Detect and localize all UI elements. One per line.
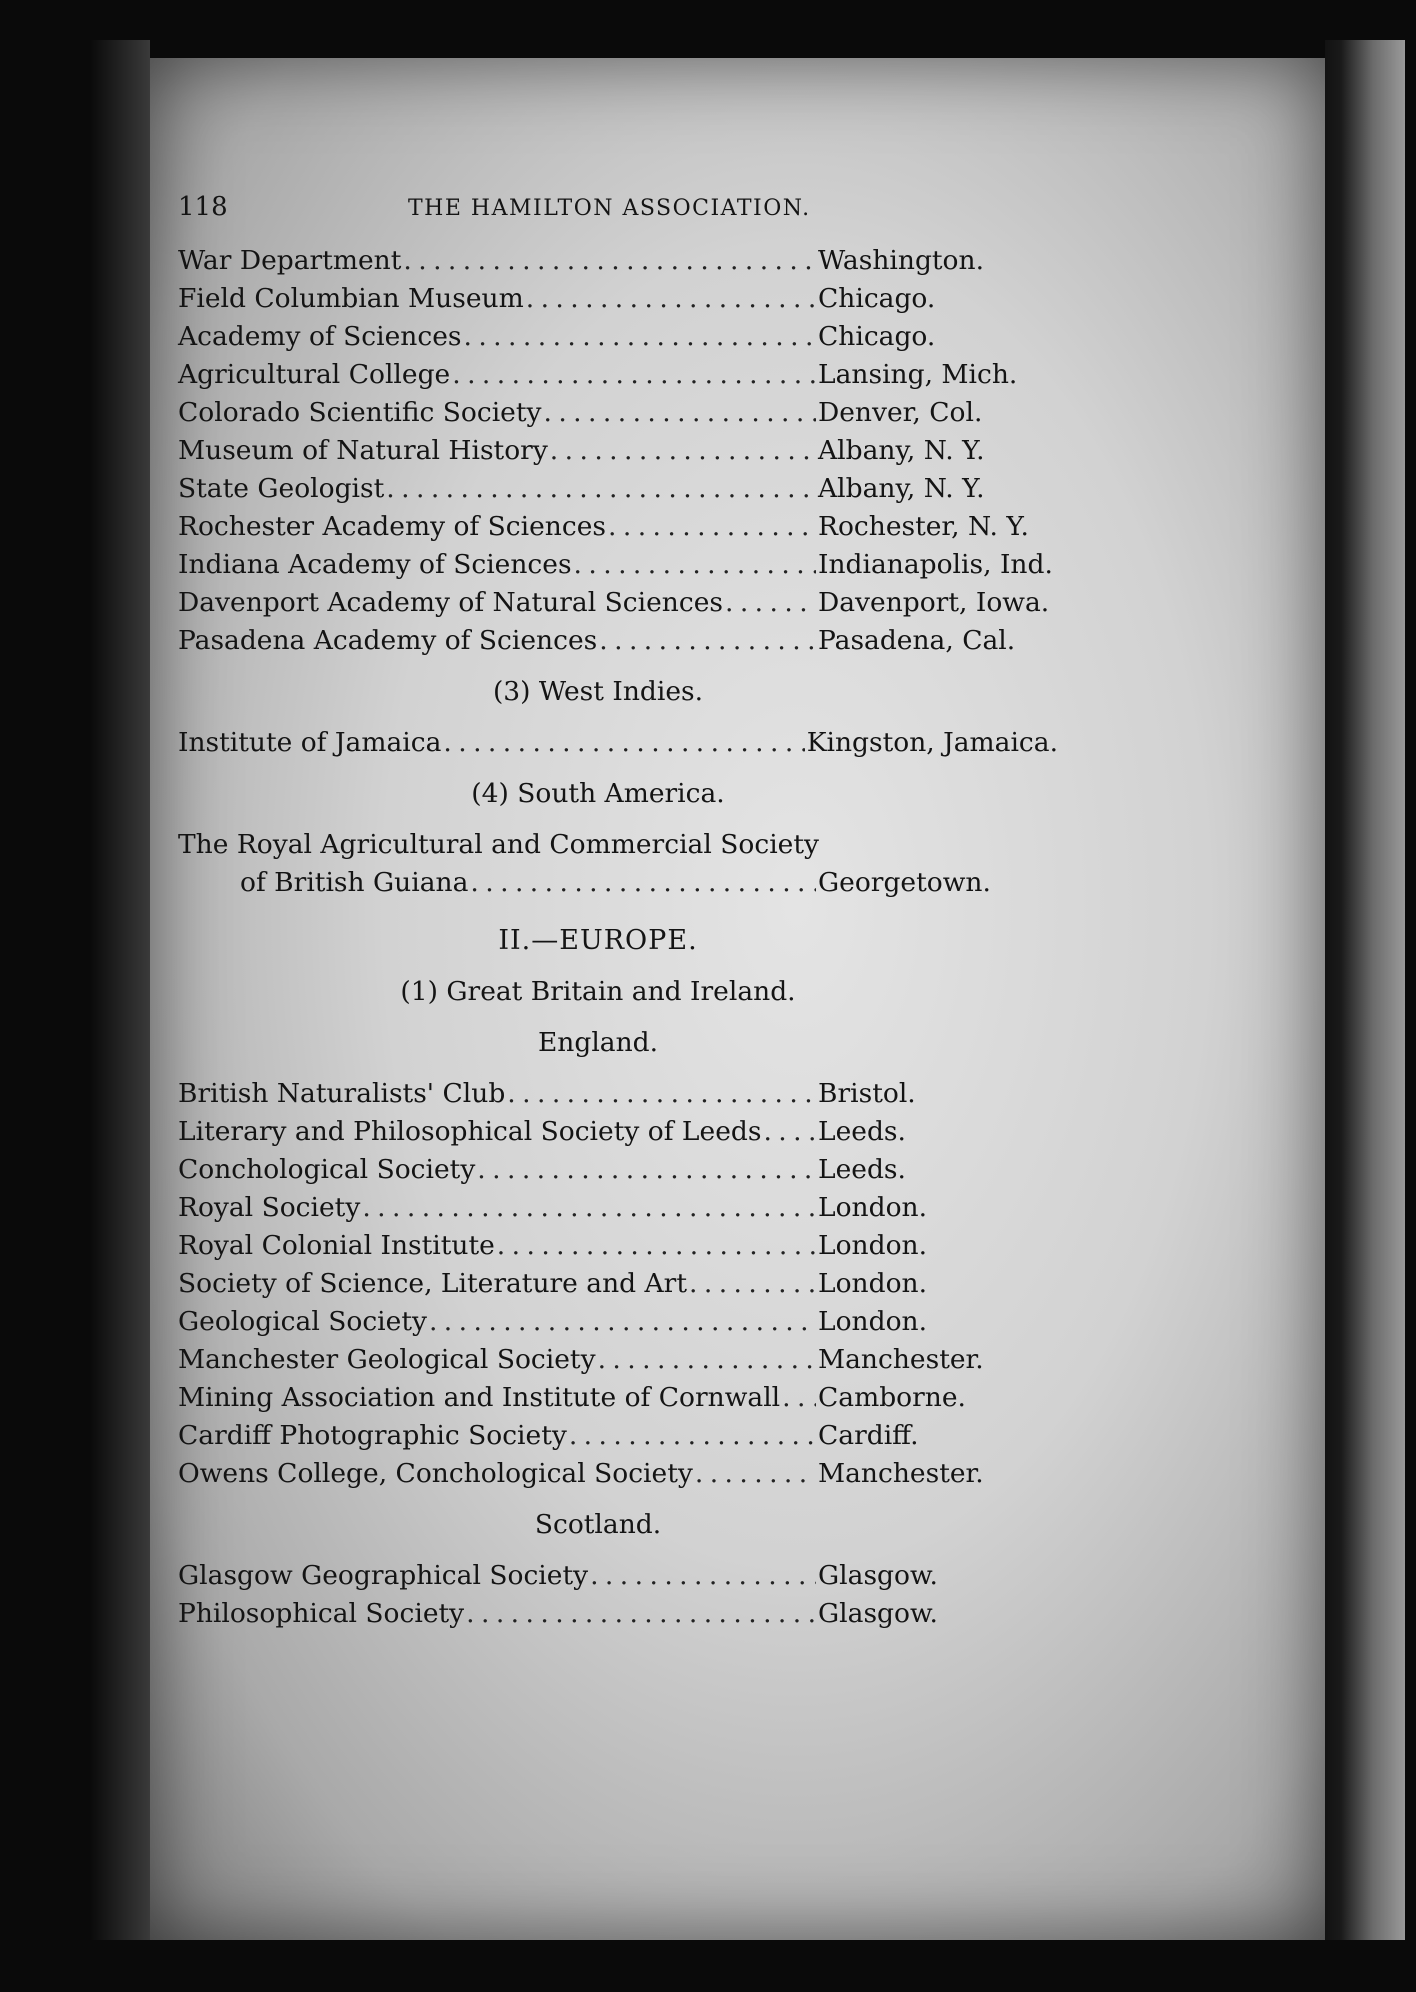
society-name: War Department (178, 245, 402, 276)
society-location: Denver, Col. (818, 397, 983, 428)
list-item (178, 1595, 1058, 1633)
society-location: Cardiff. (818, 1420, 919, 1451)
society-name: Conchological Society (178, 1154, 476, 1185)
dot-leader (695, 1455, 816, 1493)
list-item (178, 1265, 1058, 1303)
page-content (178, 192, 1058, 1633)
dot-leader (599, 622, 816, 660)
dot-leader (429, 1303, 816, 1341)
society-location: Pasadena, Cal. (818, 625, 1016, 656)
society-name: Society of Science, Literature and Art (178, 1268, 687, 1299)
society-name: Academy of Sciences (178, 321, 462, 352)
dot-leader (466, 1595, 816, 1633)
society-name: of British Guiana (240, 867, 469, 898)
society-location: Georgetown. (818, 867, 991, 898)
list-item (178, 1455, 1058, 1493)
society-location: Chicago. (818, 321, 936, 352)
society-name: Colorado Scientific Society (178, 397, 542, 428)
scotland-list (178, 1557, 1058, 1633)
society-location: Washington. (818, 245, 985, 276)
list-item (178, 1379, 1058, 1417)
society-name: Field Columbian Museum (178, 283, 524, 314)
society-location: Bristol. (818, 1078, 916, 1109)
dot-leader (782, 1379, 816, 1417)
dot-leader (763, 1113, 816, 1151)
society-name: The Royal Agricultural and Commercial Society (178, 829, 819, 860)
list-item (178, 1557, 1058, 1595)
society-location: Albany, N. Y. (818, 435, 985, 466)
society-name: Rochester Academy of Sciences (178, 511, 606, 542)
society-location: Glasgow. (818, 1560, 938, 1591)
england-list (178, 1075, 1058, 1493)
list-item (178, 1075, 1058, 1113)
list-item (178, 242, 1058, 280)
book-binding-shadow (90, 40, 150, 1940)
society-name: Pasadena Academy of Sciences (178, 625, 598, 656)
dot-leader (470, 864, 816, 902)
list-item (178, 1189, 1058, 1227)
west-indies-heading: (3) West Indies. (492, 676, 704, 707)
south-america-list (178, 826, 1058, 902)
list-item (178, 1303, 1058, 1341)
society-location: Manchester. (818, 1458, 984, 1489)
society-location: London. (818, 1268, 928, 1299)
dot-leader (689, 1265, 816, 1303)
dot-leader (463, 318, 816, 356)
society-name: Royal Society (178, 1192, 361, 1223)
society-name: Agricultural College (178, 359, 451, 390)
dot-leader (725, 584, 816, 622)
society-location: Leeds. (818, 1116, 906, 1147)
dot-leader (569, 1417, 816, 1455)
society-location: Indianapolis, Ind. (818, 549, 1053, 580)
list-item (178, 584, 1058, 622)
society-location: Kingston, Jamaica. (806, 727, 1058, 758)
list-item (178, 546, 1058, 584)
society-location: Leeds. (818, 1154, 906, 1185)
society-name: Cardiff Photographic Society (178, 1420, 567, 1451)
journal-title: THE HAMILTON ASSOCIATION. (408, 196, 811, 221)
society-location: Manchester. (818, 1344, 984, 1375)
list-item (178, 318, 1058, 356)
dot-leader (526, 280, 816, 318)
dot-leader (477, 1151, 816, 1189)
society-name: Literary and Philosophical Society of Leeds (178, 1116, 762, 1147)
dot-leader (443, 724, 804, 762)
society-name: State Geologist (178, 473, 385, 504)
list-item (178, 864, 1058, 902)
society-location: London. (818, 1230, 928, 1261)
society-name: Mining Association and Institute of Cornwall (178, 1382, 781, 1413)
page-number: 118 (178, 192, 228, 222)
society-location: Rochester, N. Y. (818, 511, 1029, 542)
running-head (178, 192, 1058, 242)
dot-leader (403, 242, 816, 280)
society-name: Owens College, Conchological Society (178, 1458, 693, 1489)
list-item (178, 470, 1058, 508)
great-britain-heading: (1) Great Britain and Ireland. (400, 976, 796, 1007)
list-item (178, 432, 1058, 470)
list-item (178, 826, 1058, 864)
society-name: Davenport Academy of Natural Sciences (178, 587, 723, 618)
list-item (178, 280, 1058, 318)
england-heading: England. (537, 1027, 659, 1058)
dot-leader (574, 546, 816, 584)
society-location: Albany, N. Y. (818, 473, 985, 504)
list-item (178, 1227, 1058, 1265)
dot-leader (608, 508, 816, 546)
society-location: Chicago. (818, 283, 936, 314)
society-name: Museum of Natural History (178, 435, 548, 466)
list-item (178, 622, 1058, 660)
west-indies-list (178, 724, 1058, 762)
list-item (178, 394, 1058, 432)
society-name: British Naturalists' Club (178, 1078, 506, 1109)
dot-leader (550, 432, 816, 470)
dot-leader (497, 1227, 816, 1265)
list-item (178, 508, 1058, 546)
society-location: Lansing, Mich. (818, 359, 1018, 390)
list-item (178, 1417, 1058, 1455)
south-america-heading: (4) South America. (471, 778, 725, 809)
society-name: Glasgow Geographical Society (178, 1560, 589, 1591)
society-name: Geological Society (178, 1306, 427, 1337)
society-name: Royal Colonial Institute (178, 1230, 495, 1261)
next-page-edge (1325, 40, 1405, 1940)
dot-leader (362, 1189, 816, 1227)
society-name: Institute of Jamaica (178, 727, 442, 758)
list-item (178, 356, 1058, 394)
society-location: Glasgow. (818, 1598, 938, 1629)
usa-list (178, 242, 1058, 660)
scotland-heading: Scotland. (534, 1509, 662, 1540)
list-item (178, 1341, 1058, 1379)
dot-leader (386, 470, 816, 508)
society-name: Indiana Academy of Sciences (178, 549, 572, 580)
dot-leader (543, 394, 816, 432)
society-name: Manchester Geological Society (178, 1344, 596, 1375)
society-location: London. (818, 1306, 928, 1337)
society-location: Camborne. (818, 1382, 966, 1413)
dot-leader (598, 1341, 816, 1379)
dot-leader (507, 1075, 816, 1113)
dot-leader (452, 356, 816, 394)
dot-leader (590, 1557, 816, 1595)
society-location: Davenport, Iowa. (818, 587, 1050, 618)
society-location: London. (818, 1192, 928, 1223)
list-item (178, 1151, 1058, 1189)
list-item (178, 1113, 1058, 1151)
list-item (178, 724, 1058, 762)
europe-heading: II.—EUROPE. (498, 925, 698, 956)
society-name: Philosophical Society (178, 1598, 465, 1629)
